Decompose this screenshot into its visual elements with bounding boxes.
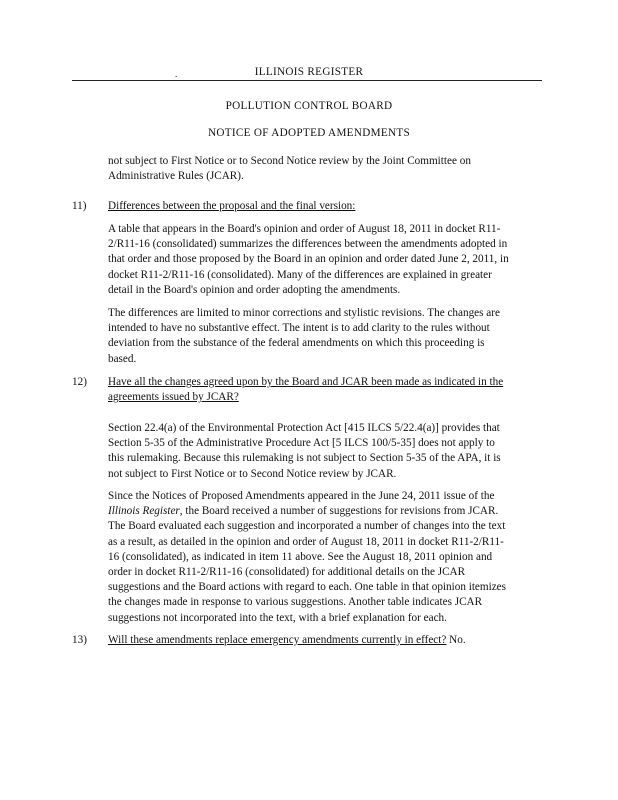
paragraph-line: Since the Notices of Proposed Amendments appeared in the June 24, 2011 issue of the (108, 490, 495, 502)
paragraph-line: The Board evaluated each suggestion and incorporated a number of changes into the text (108, 520, 506, 533)
item-11-paragraph-1 (108, 222, 509, 298)
paragraph-line: suggestions not incorporated into the text, with a brief explanation for each. (108, 611, 447, 624)
paragraph-line: intended to have no substantive effect. The intent is to add clarity to the rules without (108, 322, 490, 335)
paragraph-line: Section 22.4(a) of the Environmental Protection Act [415 ILCS 5/22.4(a)] provides that (108, 422, 500, 434)
item-12-paragraph-1 (108, 421, 501, 482)
item-11-heading-text: Differences between the proposal and the final version: (108, 200, 356, 212)
paragraph-line-rest: , the Board received a number of suggestions for revisions from JCAR. (179, 505, 499, 518)
paragraph-line: A table that appears in the Board's opinion and order of August 18, 2011 in docket R11- (108, 223, 501, 235)
notice-title: NOTICE OF ADOPTED AMENDMENTS (207, 127, 410, 139)
item-12-number: 12) (72, 376, 87, 388)
item-12-heading (108, 375, 503, 405)
register-title: ILLINOIS REGISTER (254, 66, 364, 78)
paragraph-line: The differences are limited to minor corrections and stylistic revisions. The changes are (108, 307, 500, 319)
paragraph-line: docket R11-2/R11-16 (consolidated). Many of the differences are explained in greater (108, 268, 492, 281)
paragraph-line: based. (108, 352, 137, 365)
item-12-heading-line: agreements issued by JCAR? (108, 391, 239, 404)
board-title: POLLUTION CONTROL BOARD (225, 100, 393, 112)
intro-line: Administrative Rules (JCAR). (108, 170, 244, 183)
paragraph-line: as a result, as detailed in the opinion and order of August 18, 2011 in docket R11-2/R11- (108, 535, 504, 548)
header-dot: . (175, 69, 178, 79)
item-11-number: 11) (72, 200, 87, 212)
item-13-question: Will these amendments replace emergency amendments currently in effect? (108, 634, 447, 646)
paragraph-line: not subject to First Notice or to Second Notice review by JCAR. (108, 467, 397, 480)
paragraph-line: the changes made in response to various suggestions. Another table indicates JCAR (108, 596, 483, 609)
paragraph-line: that order and those proposed by the Board in an opinion and order dated June 2, 2011, in (108, 253, 509, 266)
paragraph-line: detail in the Board's opinion and order adopting the amendments. (108, 283, 401, 296)
header-rule (72, 80, 542, 81)
item-13-number: 13) (72, 634, 87, 646)
item-13-line (108, 633, 466, 648)
intro-paragraph (108, 154, 471, 184)
paragraph-line: order in docket R11-2/R11-16 (consolidated) for additional details on the JCAR (108, 566, 466, 579)
paragraph-line: 16 (consolidated), as indicated in item 11 above. See the August 18, 2011 opinion and (108, 550, 493, 563)
paragraph-line: this rulemaking. Because this rulemaking is not subject to Section 5-35 of the APA, it is (108, 452, 501, 465)
item-11-paragraph-2 (108, 306, 500, 367)
intro-line: not subject to First Notice or to Second Notice review by the Joint Committee on (108, 155, 471, 167)
paragraph-line: deviation from the substance of the federal amendments on which this proceeding is (108, 337, 485, 350)
illinois-register-italic: Illinois Register (108, 505, 180, 518)
item-12-heading-line: Have all the changes agreed upon by the Board and JCAR been made as indicated in the (108, 376, 504, 388)
item-11-heading (108, 199, 355, 214)
item-13-answer: No. (446, 634, 466, 646)
paragraph-line (108, 504, 506, 519)
paragraph-line: Section 5-35 of the Administrative Procedure Act [5 ILCS 100/5-35] does not apply to (108, 437, 495, 450)
paragraph-line: 2/R11-16 (consolidated) summarizes the differences between the amendments adopted in (108, 238, 508, 251)
paragraph-line: suggestions and the Board actions with regard to each. One table in that opinion itemizes (108, 581, 506, 594)
item-12-paragraph-2 (108, 489, 506, 626)
